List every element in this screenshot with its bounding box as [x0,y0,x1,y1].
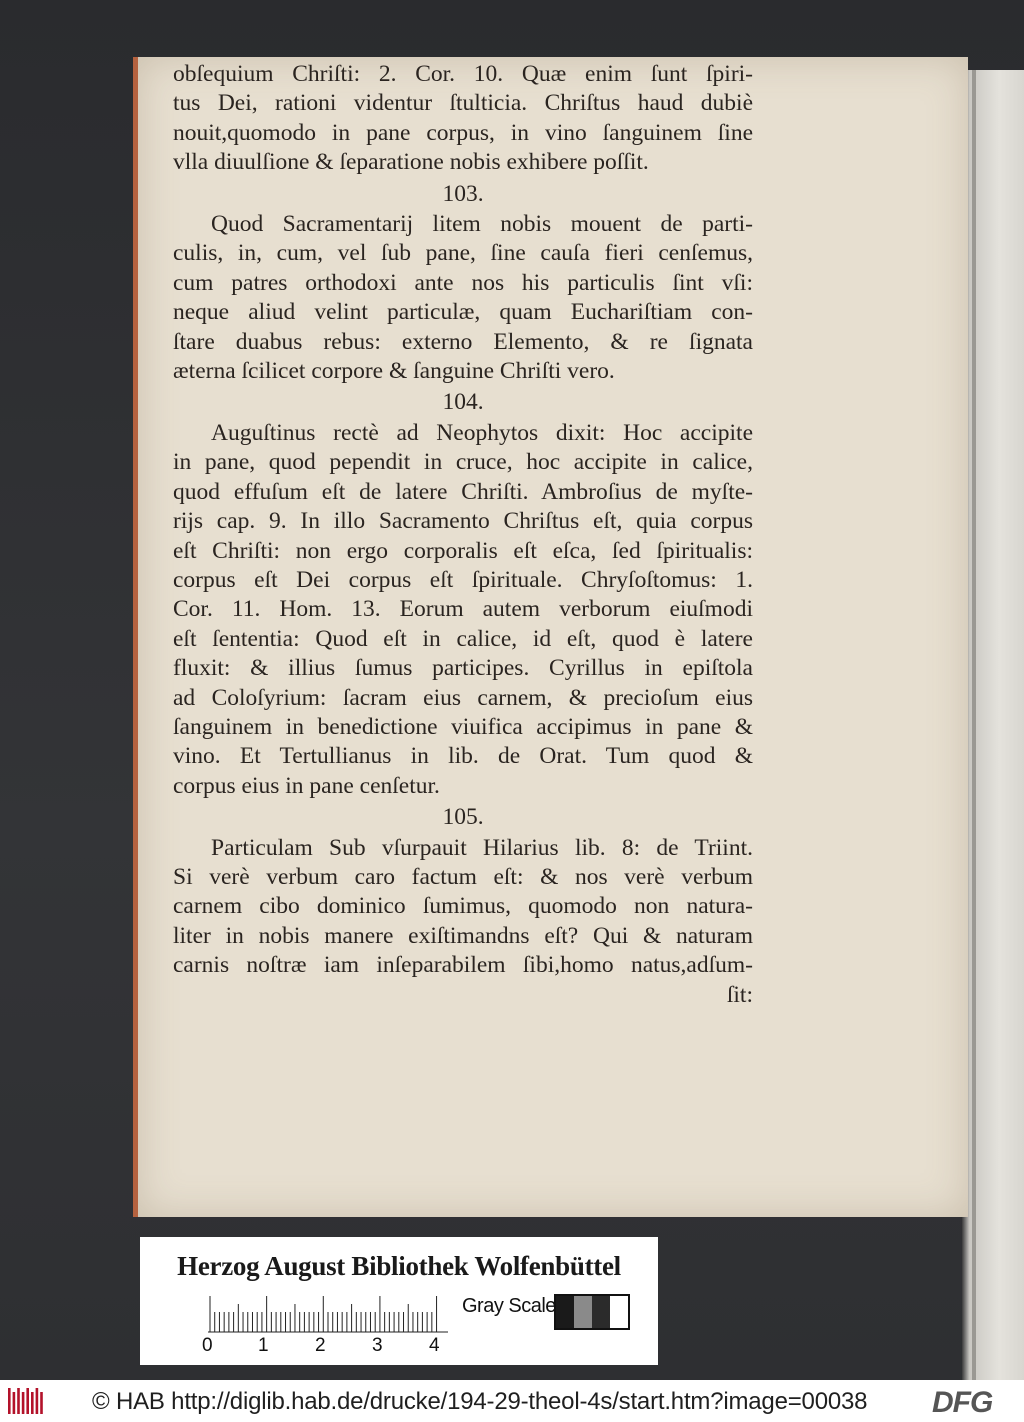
text-line: rijs cap. 9. In illo Sacramento Chriſtus eſt, quia corpus [173,508,753,535]
hab-logo-icon [6,1388,46,1414]
text-line: Cor. 11. Hom. 13. Eorum autem verborum eiuſmodi [173,596,753,623]
text-line: neque aliud velint particulæ, quam Euchariſtiam con- [173,299,753,326]
logo-bar [8,1388,11,1414]
logo-bar [26,1388,29,1414]
logo-bar [22,1392,25,1414]
logo-bar [13,1392,16,1414]
copyright-url[interactable]: © HAB http://diglib.hab.de/drucke/194-29-theol-4s/start.htm?image=00038 [92,1388,868,1415]
ruler-number: 4 [429,1335,440,1356]
text-line: eſt ſententia: Quod eſt in calice, id eſt, quod è latere [173,625,753,652]
catchword: ſit: [726,981,753,1008]
paragraph-103 [173,210,753,386]
ruler-scale [202,1335,452,1357]
paragraph-105 [173,834,753,981]
section-number-103: 103. [442,180,484,207]
paragraph-104 [173,419,753,801]
text-line: fluxit: & illius ſumus participes. Cyrillus in epiſtola [173,655,753,682]
ruler-number: 3 [372,1335,383,1356]
section-number-104: 104. [442,389,484,416]
logo-bar [40,1392,43,1414]
opening-lines [173,60,753,178]
text-line: vlla diuulſione & ſeparatione nobis exhibere poſſit. [173,149,649,176]
section-number-105: 105. [442,804,484,831]
logo-bar [36,1388,39,1414]
text-line: tus Dei, rationi videntur ſtulticia. Chriſtus haud dubiè [173,90,753,117]
text-line: corpus eſt Dei corpus eſt ſpirituale. Chryſoſtomus: 1. [173,566,753,593]
text-line: vino. Et Tertullianus in lib. de Orat. Tum quod & [173,743,753,770]
facing-page-edge [962,70,1024,1380]
footer-bar [0,1380,1024,1422]
grayscale-label: Gray Scale [462,1295,556,1317]
gray-patch [592,1296,610,1328]
ruler-number: 1 [258,1335,269,1356]
text-line: cum patres orthodoxi ante nos his particulis ſint vſi: [173,269,753,296]
text-line: æterna ſcilicet corpore & ſanguine Chriſti vero. [173,358,615,385]
text-line: Si verè verbum caro factum eſt: & nos verè verbum [173,863,753,890]
text-line: carnem cibo dominico ſumimus, quomodo non natura- [173,893,753,920]
ruler-number: 2 [315,1335,326,1356]
logo-bar [17,1388,20,1414]
page-text [173,60,753,1010]
text-line: obſequium Chriſti: 2. Cor. 10. Quæ enim ſunt ſpiri- [173,61,753,87]
text-line: culis, in, cum, vel ſub pane, ſine cauſa fieri cenſemus, [173,240,753,267]
logo-bar [31,1392,34,1414]
text-line: liter in nobis manere exiſtimandns eſt? Qui & naturam [173,922,753,949]
text-line: eſt Chriſti: non ergo corporalis eſt eſca, ſed ſpiritualis: [173,537,753,564]
library-name: Herzog August Bibliothek Wolfenbüttel [177,1251,621,1281]
ruler-icon [208,1294,448,1334]
text-line: Auguſtinus rectè ad Neophytos dixit: Hoc accipite [211,419,753,446]
grayscale-bar [554,1294,630,1330]
dfg-logo: DFG [932,1386,993,1419]
page-fold [972,70,976,1380]
gray-patch [574,1296,592,1328]
text-line: in pane, quod pependit in cruce, hoc accipite in calice, [173,449,753,476]
text-line: ſtare duabus rebus: externo Elemento, & re ſignata [173,328,753,355]
gray-patch [610,1296,628,1328]
text-line: carnis noſtræ iam inſeparabilem ſibi,homo natus,adſum- [173,952,753,979]
library-color-target [140,1237,658,1365]
text-line: ſanguinem in benedictione viuifica accipimus in pane & [173,713,753,740]
text-line: Particulam Sub vſurpauit Hilarius lib. 8: de Triint. [211,834,753,861]
text-line: nouit,quomodo in pane corpus, in vino ſanguinem ſine [173,119,753,146]
ruler-number: 0 [202,1335,213,1356]
text-line: corpus eius in pane cenſetur. [173,772,440,799]
text-line: Quod Sacramentarij litem nobis mouent de parti- [211,211,753,238]
gray-patch [556,1296,574,1328]
text-line: ad Coloſyrium: ſacram eius carnem, & precioſum eius [173,684,753,711]
text-line: quod effuſum eſt de latere Chriſti. Ambroſius de myſte- [173,478,753,505]
